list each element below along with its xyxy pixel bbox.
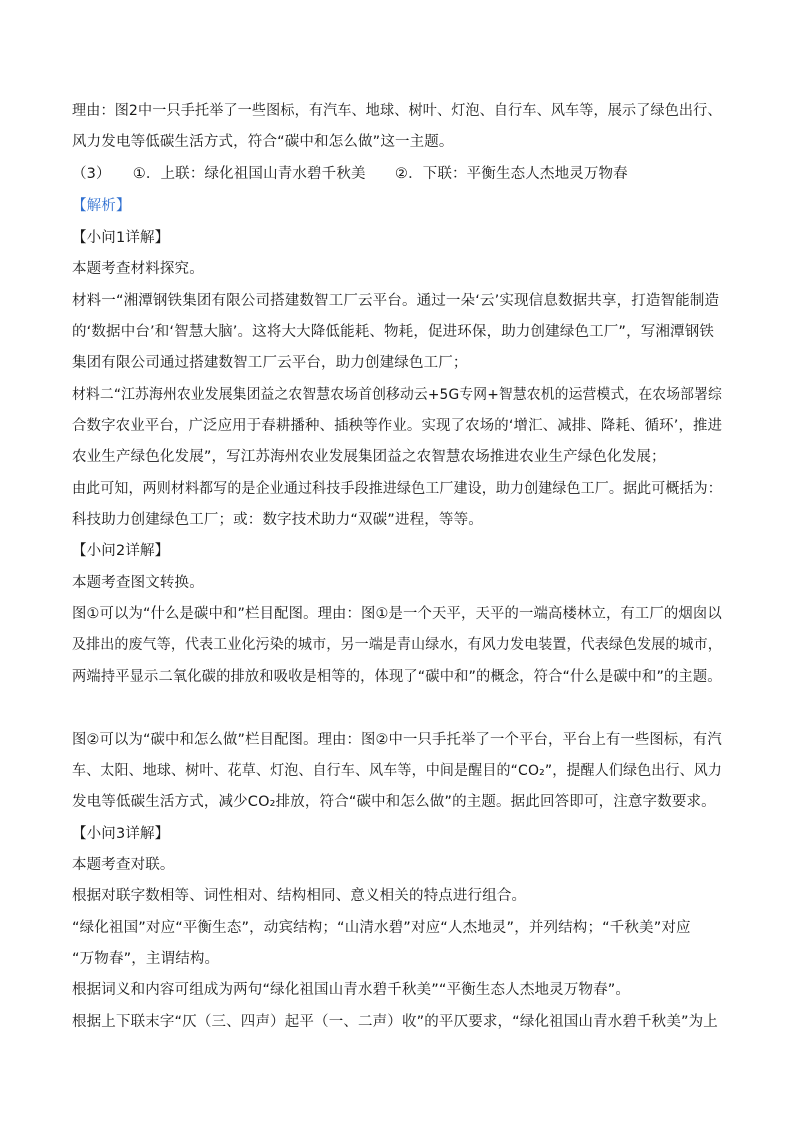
text-line: 本题考查图文转换。 [72,575,204,591]
text-line: 根据词义和内容可组成为两句“绿化祖国山青水碧千秋美”“平衡生态人杰地灵万物春”。 [72,982,631,998]
text-line: 图①可以为“什么是碳中和”栏目配图。理由：图①是一个天平，天平的一端高楼林立，有工厂的烟囱以 [72,606,722,622]
text-line: 合数字农业平台，广泛应用于春耕播种、插秧等作业。实现了农场的‘增汇、减排、降耗、循环’，推进 [72,418,723,434]
section-heading: 【小问3详解】 [72,826,170,842]
text-line: 及排出的废气等，代表工业化污染的城市，另一端是青山绿水，有风力发电装置，代表绿色发展的城市， [72,637,722,653]
text-line: 由此可知，两则材料都写的是企业通过科技手段推进绿色工厂建设，助力创建绿色工厂。据此可概括为： [72,481,722,497]
analysis-heading: 【解析】 [72,198,131,214]
text-line: 科技助力创建绿色工厂；或：数字技术助力“双碳”进程，等等。 [72,512,483,528]
section-heading: 【小问1详解】 [72,230,170,246]
text-line: 发电等低碳生活方式，减少CO₂排放，符合“碳中和怎么做”的主题。据此回答即可，注意字数要求。 [72,794,716,810]
text-line: 材料一“湘潭钢铁集团有限公司搭建数智工厂云平台。通过一朵‘云’实现信息数据共享，打造智能制造 [72,293,720,309]
text-line: 农业生产绿色化发展”，写江苏海州农业发展集团益之农智慧农场推进农业生产绿色化发展； [72,449,666,465]
text-line: “万物春”，主谓结构。 [72,951,220,967]
text-line: 根据对联字数相等、词性相对、结构相同、意义相关的特点进行组合。 [72,888,527,904]
section-heading: 【小问2详解】 [72,543,170,559]
text-line: “绿化祖国”对应“平衡生态”，动宾结构；“山清水碧”对应“人杰地灵”，并列结构；“千秋美”对应 [72,920,691,936]
text-line: 本题考查对联。 [72,857,175,873]
text-line: 本题考查材料探究。 [72,261,204,277]
text-line: 根据上下联末字“仄（三、四声）起平（一、二声）收”的平仄要求，“绿化祖国山青水碧千秋美”为上 [72,1014,718,1030]
text-line: 两端持平显示二氧化碳的排放和吸收是相等的，体现了“碳中和”的概念，符合“什么是碳中和”的主题。 [72,669,722,685]
text-line: 材料二“江苏海州农业发展集团益之农智慧农场首创移动云+5G专网+智慧农机的运营模式，在农场部署综 [72,387,722,403]
text-line: 风力发电等低碳生活方式，符合“碳中和怎么做”这一主题。 [72,134,454,150]
text-line: 的‘数据中台’和‘智慧大脑’。这将大大降低能耗、物耗，促进环保，助力创建绿色工厂”，写湘潭钢铁 [72,324,714,340]
answer-line: （3） ①．上联：绿化祖国山青水碧千秋美 ②．下联：平衡生态人杰地灵万物春 [72,166,628,182]
text-line: 图②可以为“碳中和怎么做”栏目配图。理由：图②中一只手托举了一个平台，平台上有一些图标，有汽 [72,732,722,748]
text-line: 理由：图2中一只手托举了一些图标，有汽车、地球、树叶、灯泡、自行车、风车等，展示了绿色出行、 [72,103,722,119]
text-line: 集团有限公司通过搭建数智工厂云平台，助力创建绿色工厂； [72,355,468,371]
text-line: 车、太阳、地球、树叶、花草、灯泡、自行车、风车等，中间是醒目的“CO₂”，提醒人们绿色出行、风力 [72,763,723,779]
